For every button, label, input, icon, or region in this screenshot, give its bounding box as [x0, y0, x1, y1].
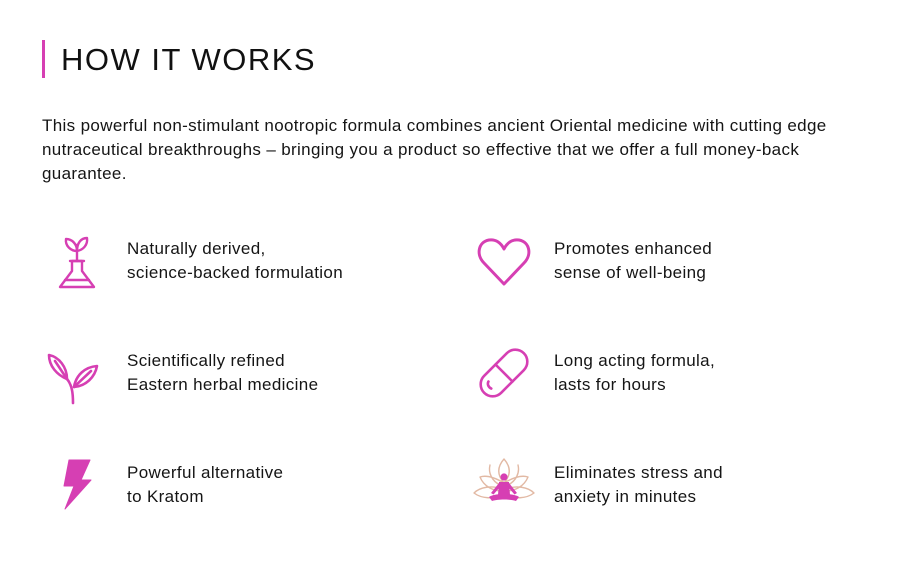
feature-item-naturally-derived: [45, 229, 405, 293]
feature-line-1: Naturally derived,: [127, 239, 266, 258]
leaves-icon: [45, 341, 109, 405]
feature-line-2: science-backed formulation: [127, 263, 344, 282]
feature-line-1: Powerful alternative: [127, 463, 284, 482]
feature-line-1: Long acting formula,: [554, 351, 716, 370]
feature-item-herbal-medicine: [45, 341, 405, 405]
feature-line-1: Scientifically refined: [127, 351, 285, 370]
feature-line-1: Promotes enhanced: [554, 239, 713, 258]
capsule-icon: [472, 341, 536, 405]
feature-line-2: lasts for hours: [554, 375, 667, 394]
section-heading: [42, 40, 316, 78]
flask-sprout-icon: [45, 229, 109, 293]
feature-line-2: sense of well-being: [554, 263, 707, 282]
heart-icon: [472, 229, 536, 293]
section-title: HOW IT WORKS: [61, 41, 317, 77]
feature-item-long-acting: [472, 341, 832, 405]
feature-item-stress-relief: [472, 453, 832, 517]
feature-line-1: Eliminates stress and: [554, 463, 723, 482]
meditation-lotus-icon: [472, 453, 536, 517]
feature-line-2: anxiety in minutes: [554, 487, 697, 506]
feature-item-kratom-alternative: [45, 453, 405, 517]
feature-line-2: Eastern herbal medicine: [127, 375, 319, 394]
feature-item-well-being: [472, 229, 832, 293]
lightning-bolt-icon: [45, 453, 109, 517]
intro-paragraph: This powerful non-stimulant nootropic formula combines ancient Oriental medicine with cutting edge nutraceutical breakthroughs – bringing you a product so effective that we offer a full money-back guarantee.: [42, 116, 827, 183]
feature-line-2: to Kratom: [127, 487, 204, 506]
